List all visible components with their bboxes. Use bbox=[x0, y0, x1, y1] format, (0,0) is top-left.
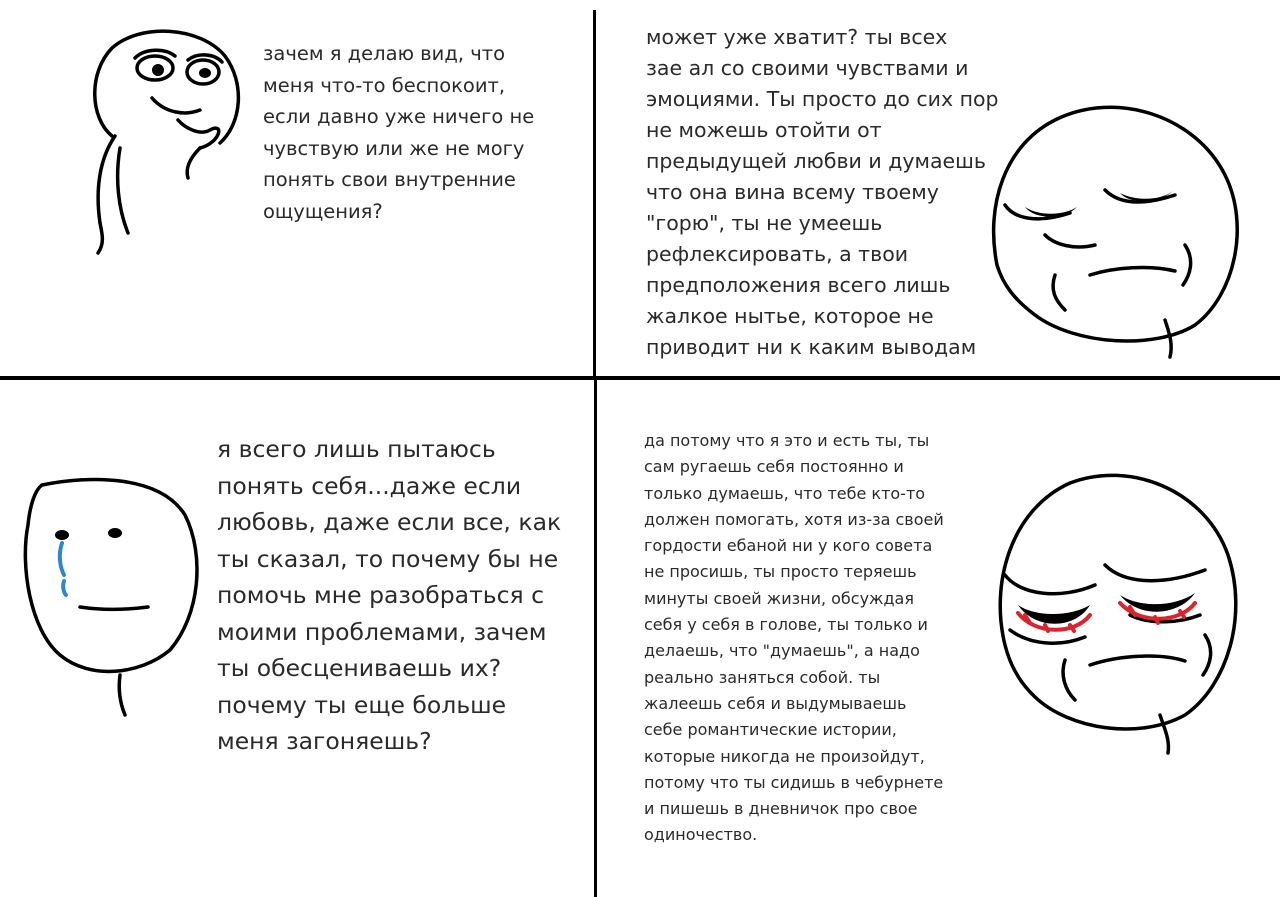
annoyed-face-icon bbox=[985, 95, 1255, 365]
sad-crying-face-icon bbox=[20, 475, 210, 725]
panel-3-text: я всего лишь пытаюсь понять себя...даже если любовь, даже если все, как ты сказал, то почему бы не помочь мне разобраться с моими проблемами, зачем ты обесцениваешь их? почему ты еще больше меня загоняешь? bbox=[217, 435, 562, 755]
vertical-divider-bottom bbox=[594, 380, 597, 897]
bloodshot-eyes-face-icon bbox=[990, 465, 1250, 755]
panel-4-text: да потому что я это и есть ты, ты сам ругаешь себя постоянно и только думаешь, что тебе кто-то должен помогать, хотя из-за своей гордости ебаной ни у кого совета не просишь, ты просто теряешь минуты своей жизни, обсуждая себя у себя в голове, ты только и делаешь, что "думаешь", а надо реально заняться собой. ты жалеешь себя и выдумываешь себе романтические истории, которые никогда не произойдут, потому что ты сидишь в чебурнете и пишешь в дневничок про свое одиночество. bbox=[644, 431, 944, 845]
horizontal-divider bbox=[0, 376, 1280, 380]
panel-2-text: может уже хватит? ты всех зае ал со своими чувствами и эмоциями. Ты просто до сих пор не можешь отойти от предыдущей любви и думаешь что она вина всему твоему "горю", ты не умеешь рефлексировать, а твои предположения всего лишь жалкое нытье, которое не приводит ни к каким выводам bbox=[646, 25, 999, 359]
vertical-divider-top bbox=[593, 10, 596, 378]
thinking-face-icon bbox=[60, 18, 260, 258]
panel-1-text: зачем я делаю вид, что меня что-то беспокоит, если давно уже ничего не чувствую или же не могу понять свои внутренние ощущения? bbox=[263, 42, 535, 223]
